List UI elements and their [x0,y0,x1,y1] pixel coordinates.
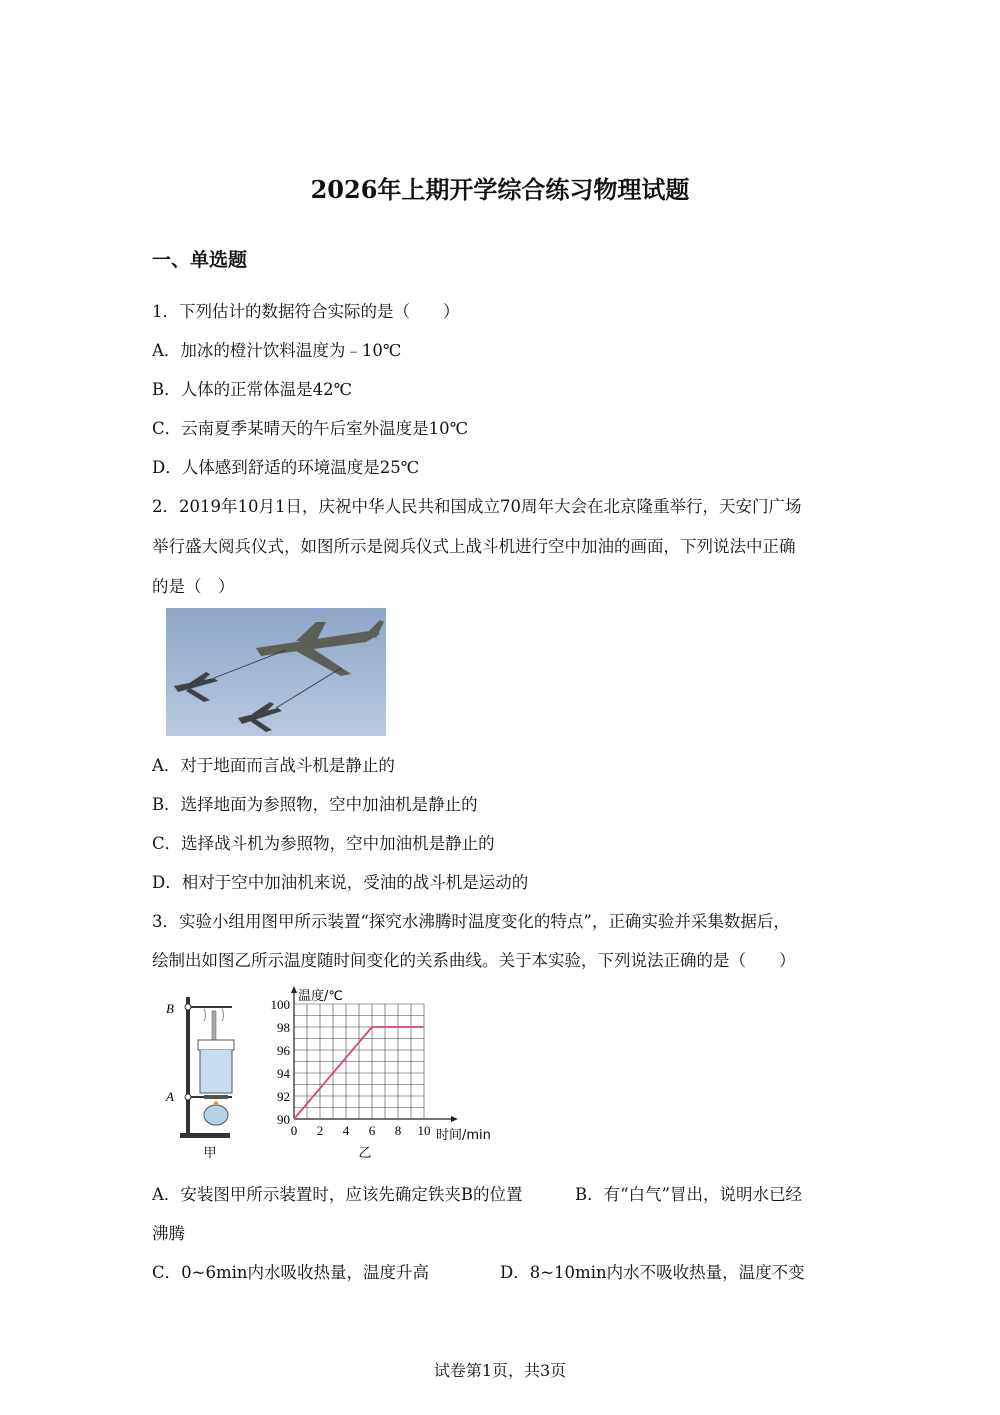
y-tick-label: 98 [277,1020,290,1035]
y-tick-label: 100 [270,997,290,1012]
q3-stem-line-2: 绘制出如图乙所示温度随时间变化的关系曲线。关于本实验，下列说法正确的是（ ） [152,951,796,970]
y-axis-arrow [291,986,297,993]
x-axis-label: 时间/min [436,1128,491,1143]
q3-figure [160,985,510,1165]
q1-option-c: C．云南夏季某晴天的午后室外温度是10℃ [152,419,469,438]
q2-stem-line-1: 2．2019年10月1日，庆祝中华人民共和国成立70周年大会在北京隆重举行，天安门广场 [152,497,802,516]
q3-option-b: B．有“白气”冒出，说明水已经 [575,1185,802,1204]
q2-stem-line-3: 的是（ ） [152,577,235,596]
q2-option-c: C．选择战斗机为参照物，空中加油机是静止的 [152,834,495,853]
aerial-refueling-photo [166,608,386,736]
q1-option-b: B．人体的正常体温是42℃ [152,380,353,399]
y-tick-label: 94 [277,1066,290,1081]
q1-stem: 1．下列估计的数据符合实际的是（ ） [152,302,460,321]
x-tick-label: 8 [394,1123,402,1138]
temperature-time-graph [271,986,491,1143]
page-title: 2026年上期开学综合练习物理试题 [310,175,690,204]
x-axis-arrow [451,1116,458,1122]
y-axis-label: 温度/℃ [298,989,343,1004]
x-tick-label: 6 [368,1123,376,1138]
y-tick-label: 90 [277,1112,290,1127]
q3-stem-line-1: 3．实验小组用图甲所示装置“探究水沸腾时温度变化的特点”，正确实验并采集数据后， [152,912,790,931]
q3-option-c: C．0~6min内水吸收热量，温度升高 [152,1263,429,1282]
q2-stem-line-2: 举行盛大阅兵仪式，如图所示是阅兵仪式上战斗机进行空中加油的画面，下列说法中正确 [152,537,796,556]
q1-option-d: D．人体感到舒适的环境温度是25℃ [152,458,420,477]
q1-option-a: A．加冰的橙汁饮料温度为﹣10℃ [152,341,402,360]
page-footer: 试卷第1页，共3页 [433,1361,567,1380]
q2-option-d: D．相对于空中加油机来说，受油的战斗机是运动的 [152,873,529,892]
section-heading: 一、单选题 [152,249,248,271]
x-tick-label: 2 [316,1123,324,1138]
q3-option-b-continued: 沸腾 [152,1224,185,1243]
q3-option-a: A．安装图甲所示装置时，应该先确定铁夹B的位置 [152,1185,523,1204]
clamp-a-label: A [166,1089,174,1104]
q2-option-b: B．选择地面为参照物，空中加油机是静止的 [152,795,478,814]
boiling-apparatus-diagram [165,997,234,1138]
y-tick-label: 96 [277,1043,290,1058]
clamp-b-label: B [166,1001,174,1016]
caption-yi: 乙 [358,1146,372,1161]
x-tick-label: 0 [290,1123,298,1138]
caption-jia: 甲 [203,1146,217,1161]
q2-option-a: A．对于地面而言战斗机是静止的 [152,756,395,775]
x-tick-label: 4 [342,1123,350,1138]
x-tick-label: 10 [417,1123,431,1138]
y-tick-label: 92 [277,1089,290,1104]
q3-option-d: D．8~10min内水不吸收热量，温度不变 [500,1263,805,1282]
